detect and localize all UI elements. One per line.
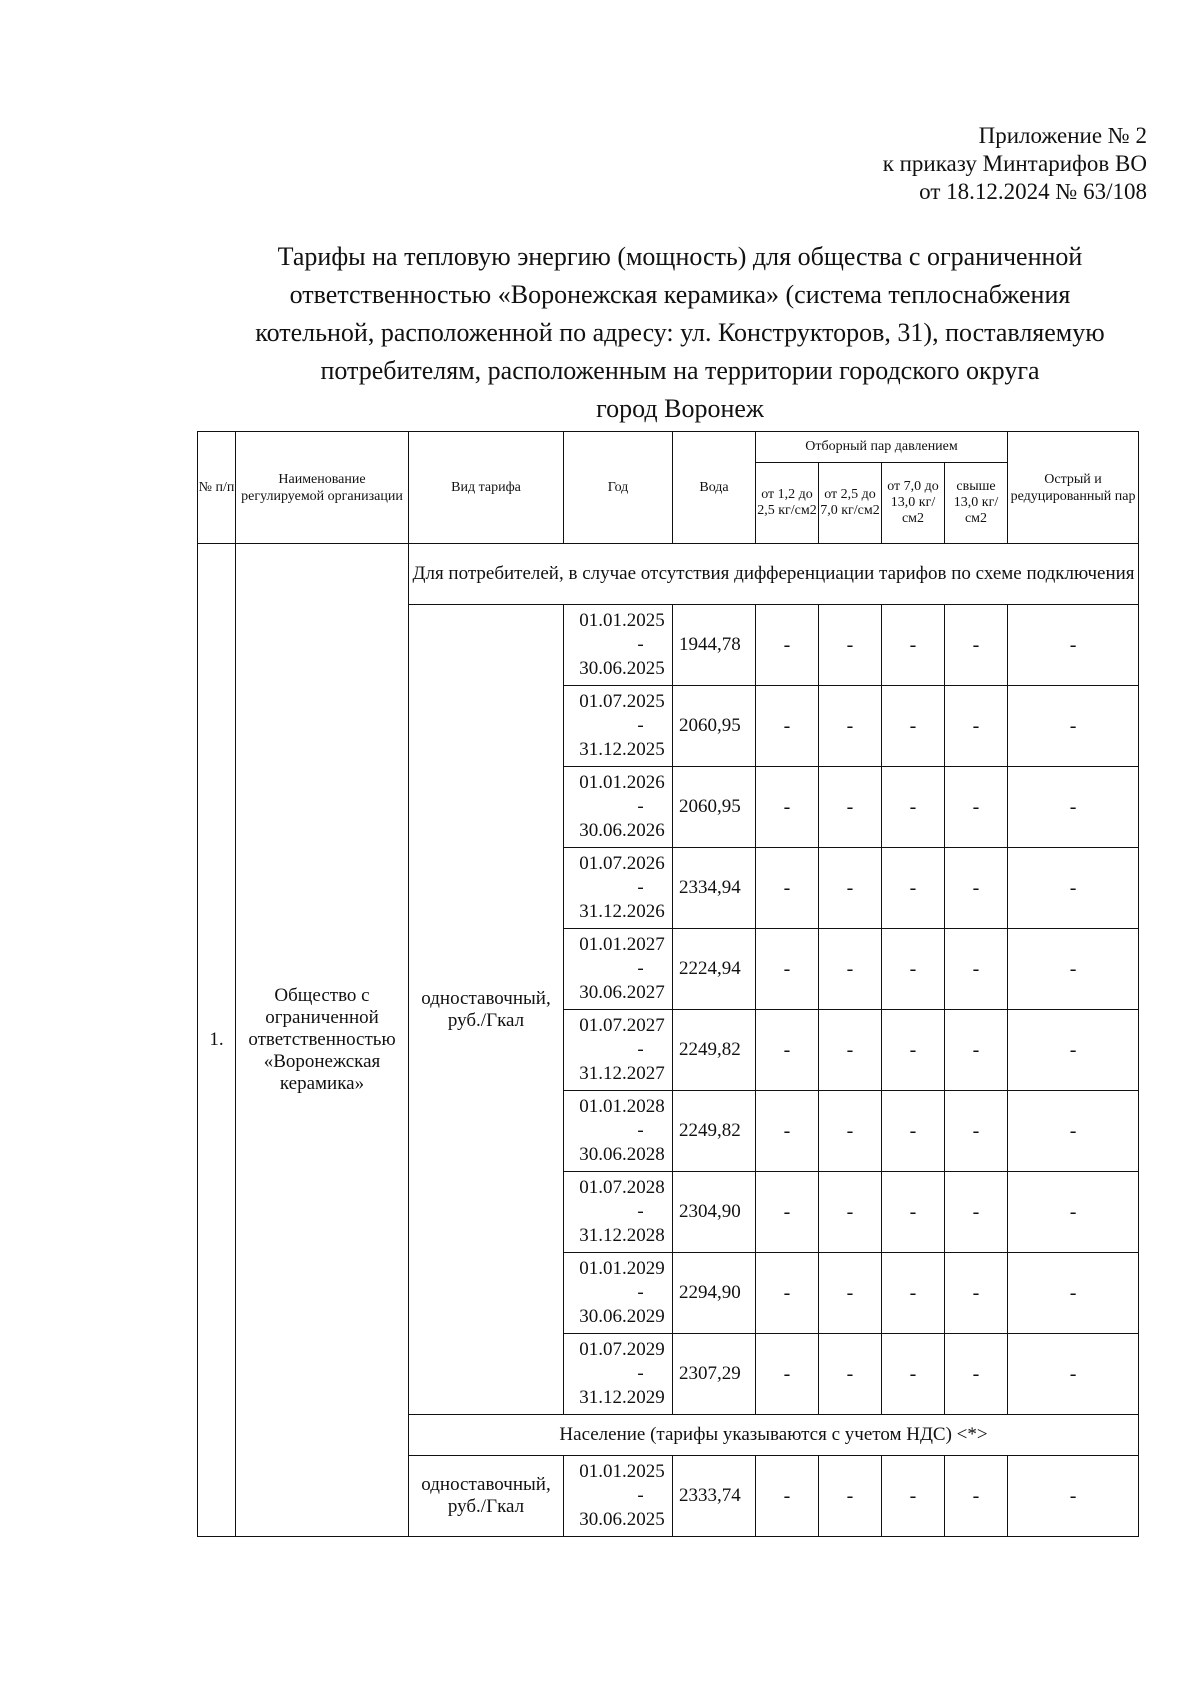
period-cell xyxy=(564,848,673,929)
period-cell xyxy=(564,1456,673,1537)
period-cell xyxy=(564,767,673,848)
steam-2-tariff: - xyxy=(819,686,882,767)
period-cell xyxy=(564,1091,673,1172)
header-org: Наименование регулируемой организации xyxy=(236,432,409,544)
sharp-steam-tariff: - xyxy=(1008,929,1139,1010)
steam-3-tariff: - xyxy=(882,848,945,929)
period-end: 31.12.2027 xyxy=(579,1063,665,1084)
steam-4-tariff: - xyxy=(945,1010,1008,1091)
period-cell xyxy=(564,1010,673,1091)
steam-3-tariff: - xyxy=(882,1091,945,1172)
period-end: 31.12.2025 xyxy=(579,739,665,760)
steam-3-tariff: - xyxy=(882,929,945,1010)
steam-3-tariff: - xyxy=(882,605,945,686)
steam-2-tariff: - xyxy=(819,1253,882,1334)
steam-2-tariff: - xyxy=(819,1334,882,1415)
period-start: 01.07.2026 xyxy=(579,853,665,874)
steam-3-tariff: - xyxy=(882,1253,945,1334)
steam-2-tariff: - xyxy=(819,1172,882,1253)
period-cell xyxy=(564,605,673,686)
steam-3-tariff: - xyxy=(882,1334,945,1415)
organization-name: Общество с ограниченной ответственностью «Воронежская керамика» xyxy=(236,544,409,1537)
steam-3-tariff: - xyxy=(882,686,945,767)
period-start: 01.01.2025 xyxy=(579,610,665,631)
water-tariff: 2294,90 xyxy=(673,1253,756,1334)
period-cell xyxy=(564,929,673,1010)
period-separator: - xyxy=(637,1039,644,1060)
period-cell xyxy=(564,1334,673,1415)
header-steam-3: от 7,0 до 13,0 кг/см2 xyxy=(882,463,945,544)
header-steam-2: от 2,5 до 7,0 кг/см2 xyxy=(819,463,882,544)
period-cell xyxy=(564,686,673,767)
period-start: 01.01.2028 xyxy=(579,1096,665,1117)
row-number: 1. xyxy=(198,544,236,1537)
tariff-type-consumers: одноставочный, руб./Гкал xyxy=(409,605,564,1415)
period-separator: - xyxy=(637,1282,644,1303)
steam-4-tariff: - xyxy=(945,1253,1008,1334)
steam-4-tariff: - xyxy=(945,1091,1008,1172)
appendix-order-line: к приказу Минтарифов ВО xyxy=(882,151,1147,176)
period-end: 31.12.2028 xyxy=(579,1225,665,1246)
steam-3-tariff: - xyxy=(882,1456,945,1537)
sharp-steam-tariff: - xyxy=(1008,1334,1139,1415)
period-separator: - xyxy=(637,715,644,736)
period-start: 01.07.2029 xyxy=(579,1339,665,1360)
header-water: Вода xyxy=(673,432,756,544)
appendix-date-line: от 18.12.2024 № 63/108 xyxy=(919,179,1147,204)
steam-2-tariff: - xyxy=(819,848,882,929)
steam-4-tariff: - xyxy=(945,1334,1008,1415)
steam-1-tariff: - xyxy=(756,848,819,929)
header-steam-group: Отборный пар давлением xyxy=(756,432,1008,463)
water-tariff: 1944,78 xyxy=(673,605,756,686)
period-separator: - xyxy=(637,1363,644,1384)
water-tariff: 2333,74 xyxy=(673,1456,756,1537)
steam-4-tariff: - xyxy=(945,848,1008,929)
steam-2-tariff: - xyxy=(819,767,882,848)
steam-1-tariff: - xyxy=(756,1010,819,1091)
sharp-steam-tariff: - xyxy=(1008,767,1139,848)
period-end: 30.06.2026 xyxy=(579,820,665,841)
title-line: город Воронеж xyxy=(596,394,764,423)
water-tariff: 2334,94 xyxy=(673,848,756,929)
appendix-line: Приложение № 2 xyxy=(978,123,1147,148)
header-sharp-steam: Острый и редуцированный пар xyxy=(1008,432,1139,544)
sharp-steam-tariff: - xyxy=(1008,1456,1139,1537)
steam-1-tariff: - xyxy=(756,1253,819,1334)
title-line: котельной, расположенной по адресу: ул. Конструкторов, 31), поставляемую xyxy=(255,318,1105,347)
title-line: потребителям, расположенным на территории городского округа xyxy=(320,356,1040,385)
title-line: ответственностью «Воронежская керамика» (система теплоснабжения xyxy=(289,280,1071,309)
water-tariff: 2307,29 xyxy=(673,1334,756,1415)
period-cell xyxy=(564,1172,673,1253)
period-start: 01.01.2026 xyxy=(579,772,665,793)
steam-2-tariff: - xyxy=(819,1010,882,1091)
period-start: 01.07.2028 xyxy=(579,1177,665,1198)
period-end: 31.12.2026 xyxy=(579,901,665,922)
steam-2-tariff: - xyxy=(819,929,882,1010)
steam-1-tariff: - xyxy=(756,929,819,1010)
sharp-steam-tariff: - xyxy=(1008,1010,1139,1091)
period-separator: - xyxy=(637,796,644,817)
water-tariff: 2304,90 xyxy=(673,1172,756,1253)
steam-4-tariff: - xyxy=(945,1172,1008,1253)
steam-1-tariff: - xyxy=(756,1091,819,1172)
steam-4-tariff: - xyxy=(945,767,1008,848)
steam-2-tariff: - xyxy=(819,605,882,686)
period-start: 01.01.2025 xyxy=(579,1461,665,1482)
section-label-consumers: Для потребителей, в случае отсутствия дифференциации тарифов по схеме подключения xyxy=(409,544,1139,605)
steam-1-tariff: - xyxy=(756,767,819,848)
document-title xyxy=(190,238,1170,428)
water-tariff: 2224,94 xyxy=(673,929,756,1010)
steam-4-tariff: - xyxy=(945,1456,1008,1537)
period-end: 30.06.2025 xyxy=(579,658,665,679)
steam-1-tariff: - xyxy=(756,1334,819,1415)
steam-3-tariff: - xyxy=(882,767,945,848)
water-tariff: 2060,95 xyxy=(673,686,756,767)
period-separator: - xyxy=(637,634,644,655)
steam-1-tariff: - xyxy=(756,686,819,767)
steam-3-tariff: - xyxy=(882,1172,945,1253)
header-steam-1: от 1,2 до 2,5 кг/см2 xyxy=(756,463,819,544)
period-separator: - xyxy=(637,1201,644,1222)
steam-1-tariff: - xyxy=(756,605,819,686)
tariff-type-population: одноставочный, руб./Гкал xyxy=(409,1456,564,1537)
steam-1-tariff: - xyxy=(756,1456,819,1537)
header-tariff-type: Вид тарифа xyxy=(409,432,564,544)
period-start: 01.07.2025 xyxy=(579,691,665,712)
period-separator: - xyxy=(637,1120,644,1141)
header-steam-4: свыше 13,0 кг/см2 xyxy=(945,463,1008,544)
period-separator: - xyxy=(637,958,644,979)
steam-2-tariff: - xyxy=(819,1456,882,1537)
period-end: 30.06.2025 xyxy=(579,1509,665,1530)
period-start: 01.01.2029 xyxy=(579,1258,665,1279)
header-num: № п/п xyxy=(198,432,236,544)
period-end: 30.06.2029 xyxy=(579,1306,665,1327)
steam-2-tariff: - xyxy=(819,1091,882,1172)
steam-4-tariff: - xyxy=(945,686,1008,767)
appendix-reference xyxy=(883,122,1147,206)
steam-4-tariff: - xyxy=(945,929,1008,1010)
water-tariff: 2249,82 xyxy=(673,1091,756,1172)
tariff-table xyxy=(197,431,1139,1537)
water-tariff: 2060,95 xyxy=(673,767,756,848)
period-cell xyxy=(564,1253,673,1334)
period-separator: - xyxy=(637,877,644,898)
section-label-population: Население (тарифы указываются с учетом НДС) <*> xyxy=(409,1415,1139,1456)
header-year: Год xyxy=(564,432,673,544)
period-start: 01.01.2027 xyxy=(579,934,665,955)
period-separator: - xyxy=(637,1485,644,1506)
period-start: 01.07.2027 xyxy=(579,1015,665,1036)
steam-3-tariff: - xyxy=(882,1010,945,1091)
sharp-steam-tariff: - xyxy=(1008,686,1139,767)
steam-1-tariff: - xyxy=(756,1172,819,1253)
period-end: 30.06.2028 xyxy=(579,1144,665,1165)
period-end: 31.12.2029 xyxy=(579,1387,665,1408)
sharp-steam-tariff: - xyxy=(1008,605,1139,686)
period-end: 30.06.2027 xyxy=(579,982,665,1003)
steam-4-tariff: - xyxy=(945,605,1008,686)
title-line: Тарифы на тепловую энергию (мощность) для общества с ограниченной xyxy=(277,242,1083,271)
sharp-steam-tariff: - xyxy=(1008,1091,1139,1172)
sharp-steam-tariff: - xyxy=(1008,848,1139,929)
sharp-steam-tariff: - xyxy=(1008,1172,1139,1253)
sharp-steam-tariff: - xyxy=(1008,1253,1139,1334)
water-tariff: 2249,82 xyxy=(673,1010,756,1091)
